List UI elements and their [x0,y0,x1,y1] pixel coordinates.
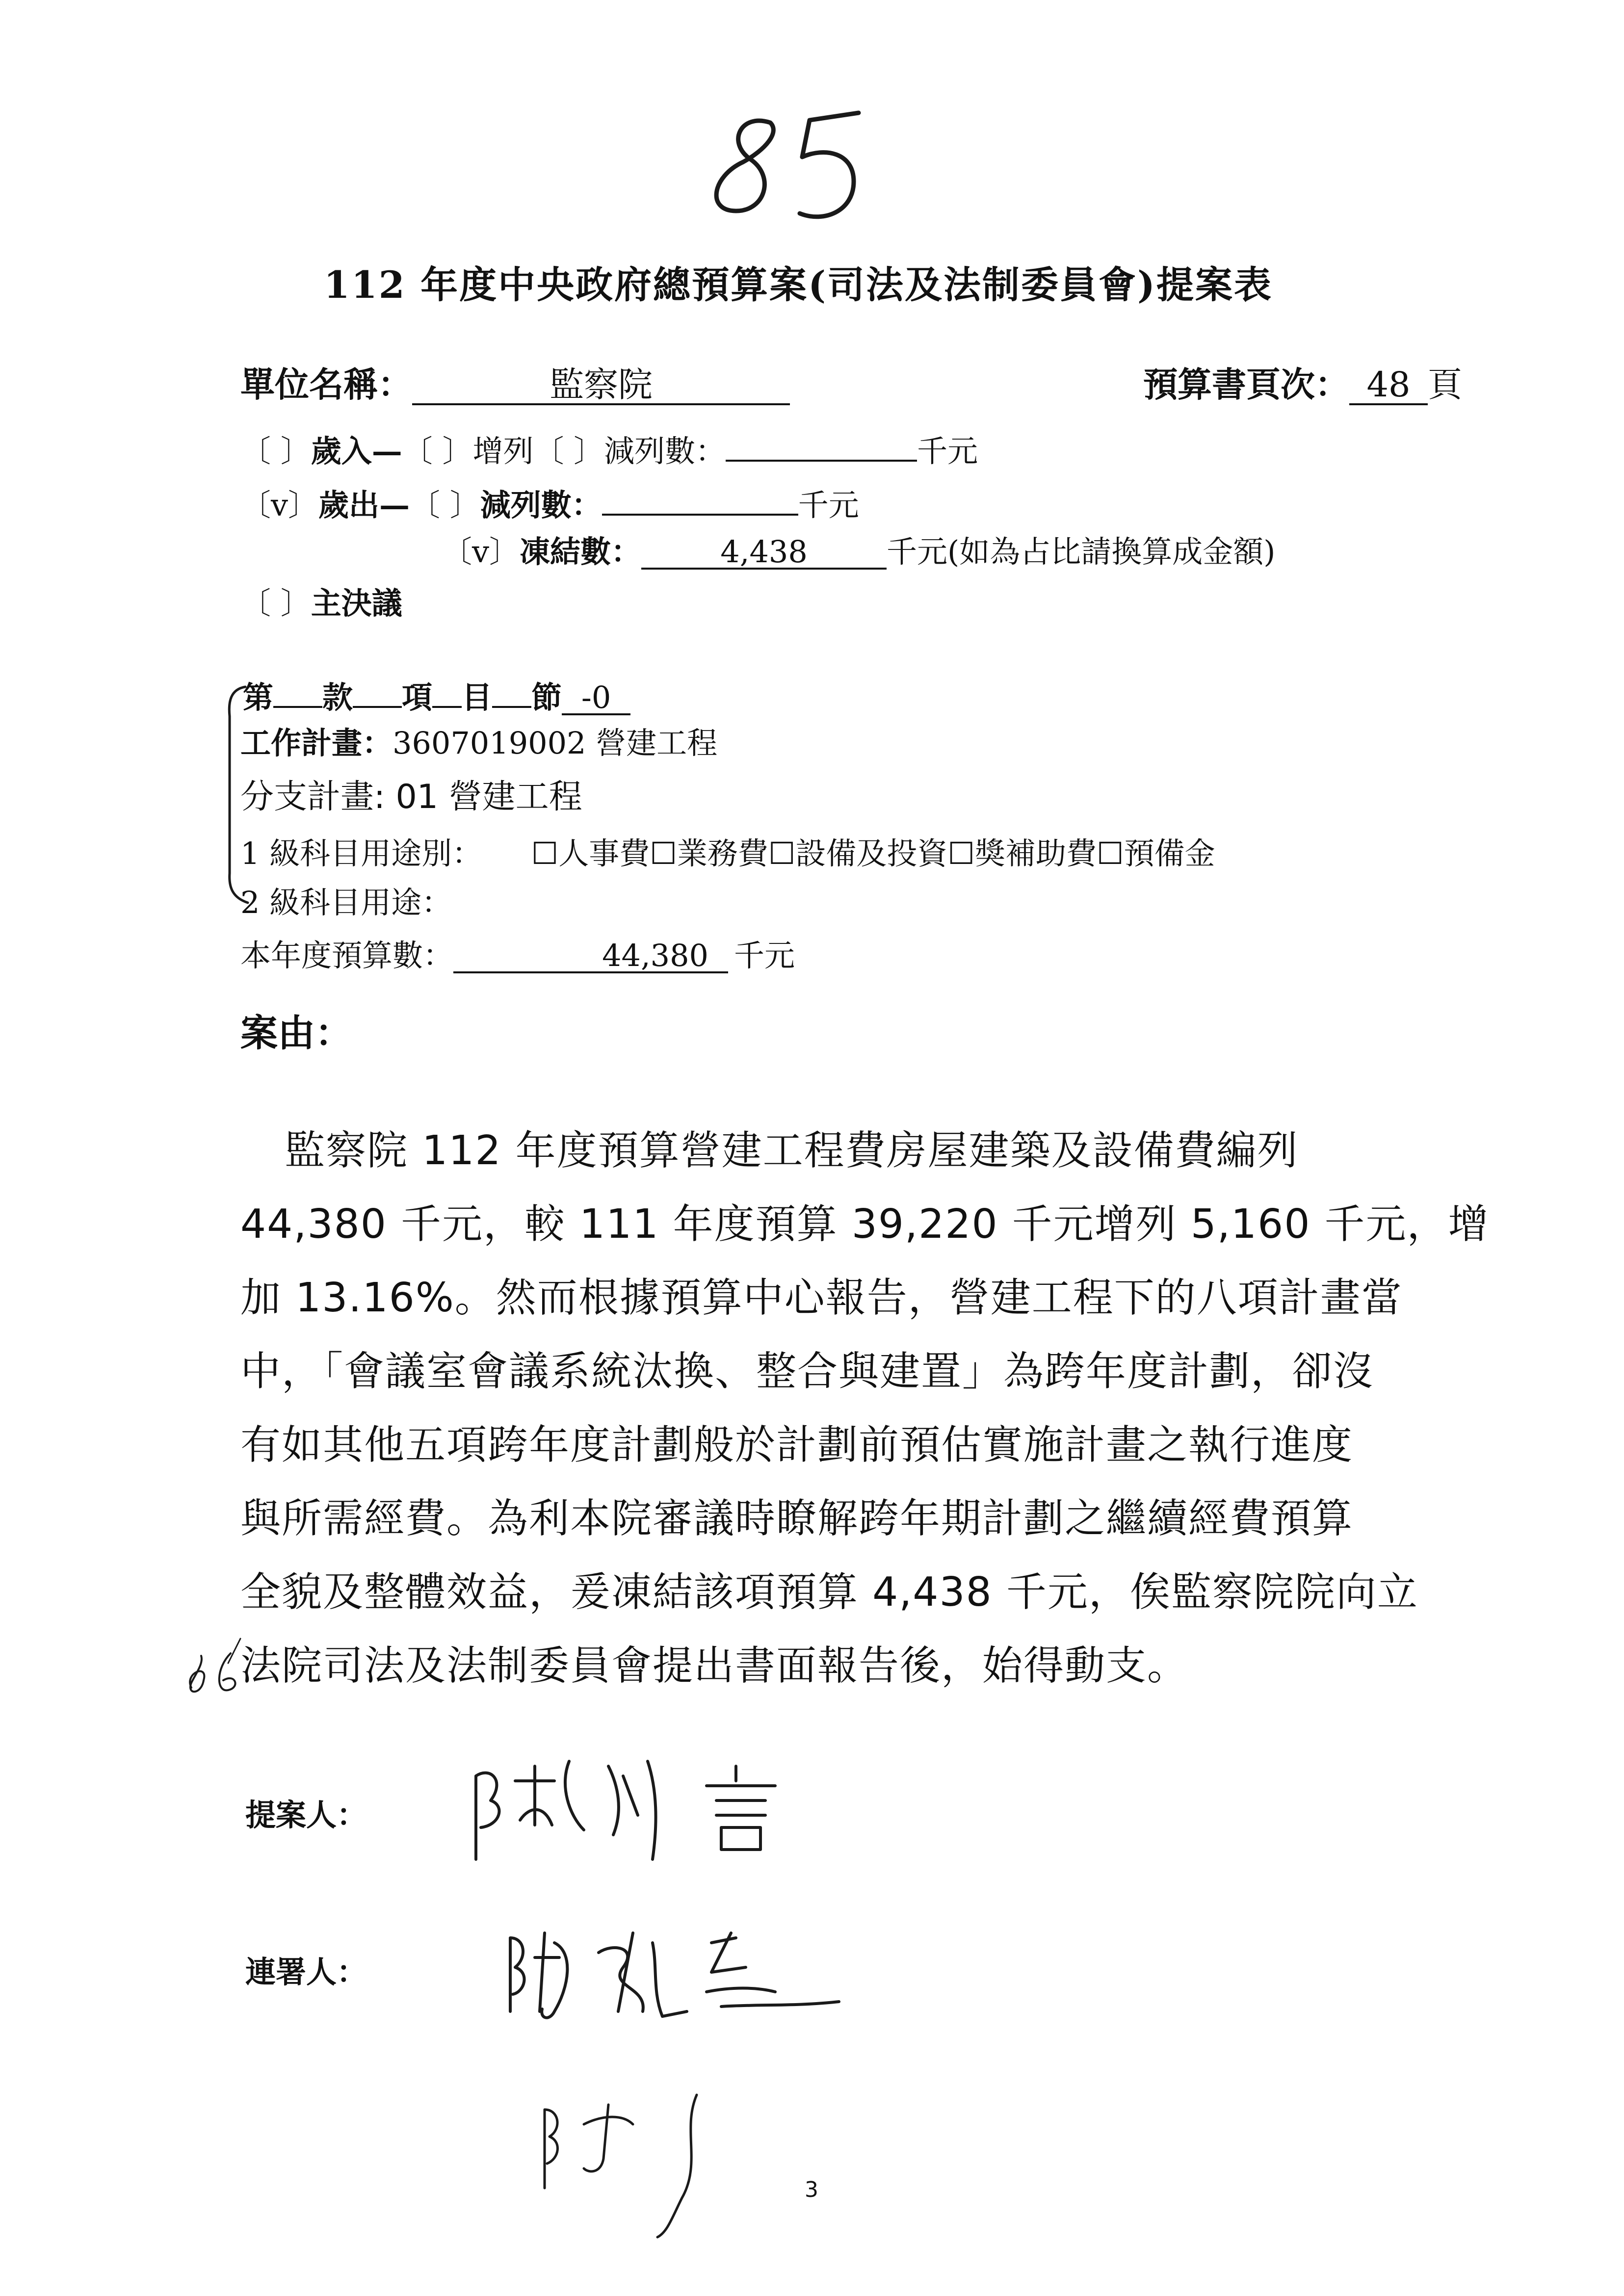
level2-line [240,878,452,922]
work-plan-label: 工作計畫： [240,725,393,761]
section-blank-1 [273,676,322,708]
annual-budget-label: 本年度預算數： [240,938,454,973]
expense-label: 歲出— [318,487,410,523]
expense-reduce-value [602,483,798,516]
main-resolution-line [240,579,402,623]
revenue-unit: 千元 [917,433,978,469]
budget-page-row [1143,357,1462,407]
level1-option-5[interactable]: ☐預備金 [1097,835,1215,871]
freeze-checkbox: 〔v〕 [442,534,520,570]
section-value: -0 [562,681,630,715]
handwritten-margin-number [182,1634,255,1707]
sub-plan-label: 分支計畫: [240,778,385,816]
section-label-c: 項 [402,679,433,715]
form-title: 112 年度中央政府總預算案(司法及法制委員會)提案表 [324,263,1273,307]
reason-heading: 案由： [240,1011,352,1055]
level1-option-3[interactable]: ☐設備及投資 [768,835,948,871]
section-label-d: 目 [462,679,493,715]
freeze-line [442,527,1275,571]
revenue-label: 歲入— [311,433,402,469]
cosigner-signature-2 [535,2090,780,2247]
budget-page-label: 預算書頁次： [1143,364,1349,405]
annual-budget-line [240,931,795,975]
revenue-value [726,429,917,462]
level1-label: 1 級科目用途別： [240,835,483,871]
freeze-label: 凍結數： [520,534,642,570]
body-line-1: 監察院 112 年度預算營建工程費房屋建築及設備費編列 [285,1127,1299,1174]
budget-page-suffix: 頁 [1428,365,1462,405]
section-line [243,673,630,717]
body-line-7: 全貌及整體效益，爰凍結該項預算 4,438 千元，俟監察院院向立 [240,1569,1418,1616]
checkbox-icon: ☐ [1097,835,1124,871]
unit-row [240,357,790,407]
unit-value: 監察院 [412,367,790,405]
revenue-line [240,427,978,470]
freeze-unit: 千元(如為占比請換算成金額) [887,534,1276,570]
section-blank-2 [353,676,402,708]
expense-line [240,481,859,524]
section-blank-4 [492,676,531,708]
checkbox-icon: ☐ [531,835,559,871]
expense-checkbox: 〔v〕 [240,487,319,523]
checkbox-icon: ☐ [947,835,975,871]
work-plan-line [240,719,717,762]
freeze-value: 4,438 [641,536,887,570]
level1-option-4[interactable]: ☐獎補助費 [947,835,1097,871]
body-line-8: 法院司法及法制委員會提出書面報告後，始得動支。 [240,1643,1189,1689]
proposer-label: 提案人： [245,1797,367,1833]
cosigner-signature-1 [500,1913,854,2041]
budget-page-value: 48 [1349,367,1428,405]
body-line-3: 加 13.16%。然而根據預算中心報告，營建工程下的八項計畫當 [240,1275,1403,1321]
level2-label: 2 級科目用途： [240,885,452,920]
section-label-e: 節 [531,679,562,715]
expense-reduce-label: 減列數： [480,487,602,523]
body-line-5: 有如其他五項跨年度計劃般於計劃前預估實施計畫之執行進度 [240,1422,1354,1468]
proposer-signature [461,1747,805,1874]
revenue-options: 〔 〕增列〔 〕減列數： [402,433,726,469]
expense-reduce-checkbox: 〔 〕 [410,487,480,523]
main-resolution-label: 主決議 [311,585,402,621]
unit-label: 單位名稱： [240,364,412,405]
section-blank-3 [432,676,462,708]
body-line-6: 與所需經費。為利本院審議時瞭解跨年期計劃之繼續經費預算 [240,1495,1354,1542]
level1-line [240,829,1215,873]
main-resolution-checkbox: 〔 〕 [240,585,311,621]
sub-plan-line [240,770,582,818]
body-line-2: 44,380 千元，較 111 年度預算 39,220 千元增列 5,160 千元，增 [240,1201,1490,1248]
handwritten-page-number [697,103,903,231]
level1-option-2[interactable]: ☐業務費 [650,835,768,871]
sub-plan-value: 01 營建工程 [385,778,582,816]
page-number: 3 [805,2177,818,2202]
cosigner-label: 連署人： [245,1954,367,1990]
checkbox-icon: ☐ [768,835,796,871]
body-line-4: 中，「會議室會議系統汰換、整合與建置」為跨年度計劃，卻沒 [240,1348,1375,1395]
section-label-b: 款 [322,679,353,715]
revenue-checkbox: 〔 〕 [240,433,311,469]
section-label-a: 第 [243,679,274,715]
expense-reduce-unit: 千元 [798,487,859,523]
checkbox-icon: ☐ [650,835,677,871]
annual-budget-value: 44,380 [453,939,728,973]
level1-option-1[interactable]: ☐人事費 [531,835,650,871]
work-plan-value: 3607019002 營建工程 [393,725,718,761]
annual-budget-unit: 千元 [734,938,795,973]
